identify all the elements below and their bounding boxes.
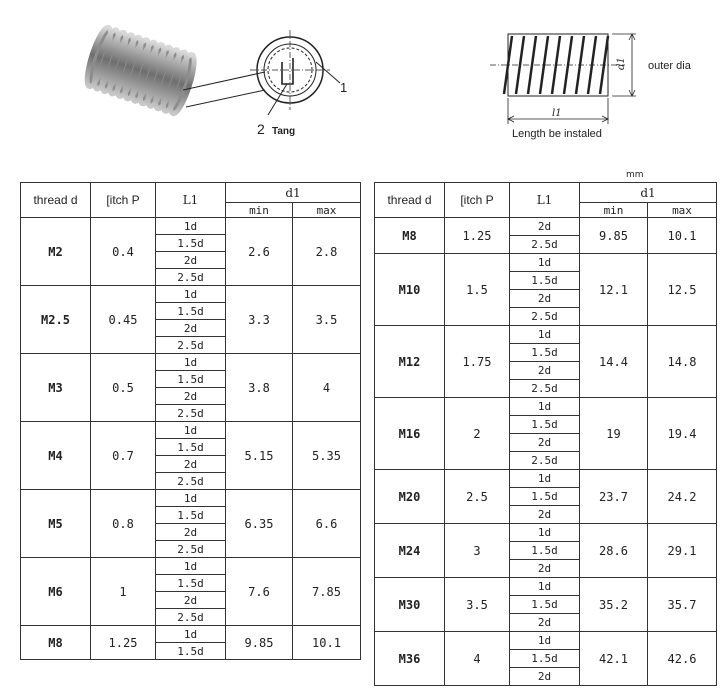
max-cell: 10.1	[648, 218, 717, 254]
thread-cell: M2	[21, 218, 91, 286]
thread-cell: M3	[21, 354, 91, 422]
table-row	[375, 254, 717, 272]
pitch-cell: 1	[91, 558, 156, 626]
thread-cell: M16	[375, 398, 445, 470]
callout-1: 1	[340, 80, 348, 95]
table-row	[21, 354, 361, 371]
min-cell: 35.2	[580, 578, 648, 632]
table-row	[375, 326, 717, 344]
min-cell: 2.6	[226, 218, 293, 286]
pitch-cell: 1.75	[445, 326, 510, 398]
length-cell: 1d	[156, 626, 226, 643]
thread-cell: M6	[21, 558, 91, 626]
length-cell: 2.5d	[156, 473, 226, 490]
thread-cell: M8	[375, 218, 445, 254]
length-cell: 2d	[510, 614, 580, 632]
header-d1: d1	[226, 183, 361, 203]
min-cell: 3.8	[226, 354, 293, 422]
max-cell: 7.85	[293, 558, 361, 626]
length-cell: 2.5d	[156, 609, 226, 626]
length-cell: 2.5d	[156, 269, 226, 286]
length-cell: 2d	[156, 456, 226, 473]
spec-table-right	[374, 182, 717, 686]
min-cell: 9.85	[580, 218, 648, 254]
pitch-cell: 3.5	[445, 578, 510, 632]
pitch-cell: 0.8	[91, 490, 156, 558]
header-d1: d1	[580, 183, 717, 203]
length-cell: 1d	[510, 398, 580, 416]
min-cell: 23.7	[580, 470, 648, 524]
thread-cell: M8	[21, 626, 91, 660]
pitch-cell: 0.45	[91, 286, 156, 354]
length-cell: 2d	[156, 592, 226, 609]
pitch-cell: 2	[445, 398, 510, 470]
thread-cell: M12	[375, 326, 445, 398]
table-row	[21, 626, 361, 643]
thread-cell: M4	[21, 422, 91, 490]
thread-cell: M2.5	[21, 286, 91, 354]
length-cell: 2.5d	[510, 308, 580, 326]
length-label: Length be instaled	[512, 128, 602, 140]
length-cell: 1.5d	[156, 439, 226, 456]
callout-2: 2	[257, 121, 265, 137]
length-cell: 2.5d	[510, 452, 580, 470]
pitch-cell: 0.4	[91, 218, 156, 286]
length-cell: 2d	[510, 434, 580, 452]
max-cell: 14.8	[648, 326, 717, 398]
max-cell: 12.5	[648, 254, 717, 326]
coil-insert-photo	[83, 25, 199, 115]
header-min: min	[226, 203, 293, 218]
length-cell: 2d	[510, 218, 580, 236]
length-cell: 1d	[156, 286, 226, 303]
header-max: max	[293, 203, 361, 218]
max-cell: 10.1	[293, 626, 361, 660]
length-cell: 1d	[156, 354, 226, 371]
max-cell: 29.1	[648, 524, 717, 578]
min-cell: 14.4	[580, 326, 648, 398]
length-cell: 1d	[156, 218, 226, 235]
thread-cell: M24	[375, 524, 445, 578]
table-body-right	[375, 218, 717, 686]
pitch-cell: 1.25	[91, 626, 156, 660]
table-row	[21, 286, 361, 303]
length-cell: 1.5d	[510, 416, 580, 434]
table-row	[375, 632, 717, 650]
max-cell: 42.6	[648, 632, 717, 686]
max-cell: 4	[293, 354, 361, 422]
length-cell: 2d	[510, 668, 580, 686]
thread-cell: M36	[375, 632, 445, 686]
length-cell: 2.5d	[510, 380, 580, 398]
length-cell: 1d	[510, 326, 580, 344]
min-cell: 9.85	[226, 626, 293, 660]
header-pitch: [itch P	[445, 183, 510, 218]
table-row	[375, 524, 717, 542]
length-cell: 1d	[156, 490, 226, 507]
table-row	[375, 398, 717, 416]
pitch-cell: 1.5	[445, 254, 510, 326]
min-cell: 7.6	[226, 558, 293, 626]
pitch-cell: 1.25	[445, 218, 510, 254]
insert-illustration	[0, 0, 725, 180]
max-cell: 35.7	[648, 578, 717, 632]
length-cell: 1.5d	[156, 303, 226, 320]
l1-symbol: l1	[552, 108, 562, 119]
outer-dia-label: outer dia	[648, 60, 691, 72]
length-cell: 1.5d	[156, 643, 226, 660]
min-cell: 42.1	[580, 632, 648, 686]
min-cell: 3.3	[226, 286, 293, 354]
table-row	[21, 218, 361, 235]
length-cell: 2d	[156, 388, 226, 405]
max-cell: 3.5	[293, 286, 361, 354]
min-cell: 12.1	[580, 254, 648, 326]
pitch-cell: 2.5	[445, 470, 510, 524]
length-cell: 1.5d	[510, 542, 580, 560]
length-cell: 1.5d	[510, 596, 580, 614]
max-cell: 19.4	[648, 398, 717, 470]
min-cell: 19	[580, 398, 648, 470]
length-cell: 1.5d	[510, 488, 580, 506]
header-thread: thread d	[21, 183, 91, 218]
table-row	[21, 558, 361, 575]
length-cell: 2d	[156, 252, 226, 269]
length-cell: 1.5d	[156, 575, 226, 592]
min-cell: 28.6	[580, 524, 648, 578]
table-row	[21, 490, 361, 507]
length-cell: 1.5d	[510, 344, 580, 362]
thread-cell: M20	[375, 470, 445, 524]
table-body-left	[21, 218, 361, 660]
length-cell: 2.5d	[156, 337, 226, 354]
length-cell: 1.5d	[156, 371, 226, 388]
thread-cell: M5	[21, 490, 91, 558]
table-row	[21, 422, 361, 439]
length-cell: 2.5d	[156, 541, 226, 558]
length-cell: 1d	[510, 524, 580, 542]
thread-cell: M10	[375, 254, 445, 326]
pitch-cell: 0.7	[91, 422, 156, 490]
length-cell: 1.5d	[156, 235, 226, 252]
pitch-cell: 0.5	[91, 354, 156, 422]
length-cell: 2d	[510, 560, 580, 578]
table-row	[375, 218, 717, 236]
length-cell: 2.5d	[510, 236, 580, 254]
max-cell: 6.6	[293, 490, 361, 558]
length-cell: 1d	[510, 470, 580, 488]
length-cell: 1.5d	[156, 507, 226, 524]
length-cell: 1d	[510, 254, 580, 272]
length-cell: 1d	[510, 632, 580, 650]
tang-label: Tang	[272, 126, 296, 137]
length-cell: 2d	[510, 362, 580, 380]
length-cell: 2d	[510, 506, 580, 524]
header-max: max	[648, 203, 717, 218]
header-l1: L1	[156, 183, 226, 218]
length-cell: 1d	[156, 558, 226, 575]
length-cell: 1d	[156, 422, 226, 439]
d1-symbol: d1	[616, 57, 627, 70]
spring-technical-drawing	[490, 34, 636, 124]
length-cell: 2.5d	[156, 405, 226, 422]
pitch-cell: 4	[445, 632, 510, 686]
header-thread: thread d	[375, 183, 445, 218]
header-pitch: [itch P	[91, 183, 156, 218]
table-row	[375, 578, 717, 596]
thread-cell: M30	[375, 578, 445, 632]
max-cell: 2.8	[293, 218, 361, 286]
header-min: min	[580, 203, 648, 218]
length-cell: 2d	[156, 320, 226, 337]
length-cell: 2d	[156, 524, 226, 541]
min-cell: 6.35	[226, 490, 293, 558]
max-cell: 24.2	[648, 470, 717, 524]
length-cell: 1.5d	[510, 650, 580, 668]
length-cell: 2d	[510, 290, 580, 308]
table-row	[375, 470, 717, 488]
spec-table-left	[20, 182, 361, 660]
length-cell: 1d	[510, 578, 580, 596]
length-cell: 1.5d	[510, 272, 580, 290]
pitch-cell: 3	[445, 524, 510, 578]
min-cell: 5.15	[226, 422, 293, 490]
header-l1: L1	[510, 183, 580, 218]
max-cell: 5.35	[293, 422, 361, 490]
unit-label: mm	[626, 170, 644, 180]
